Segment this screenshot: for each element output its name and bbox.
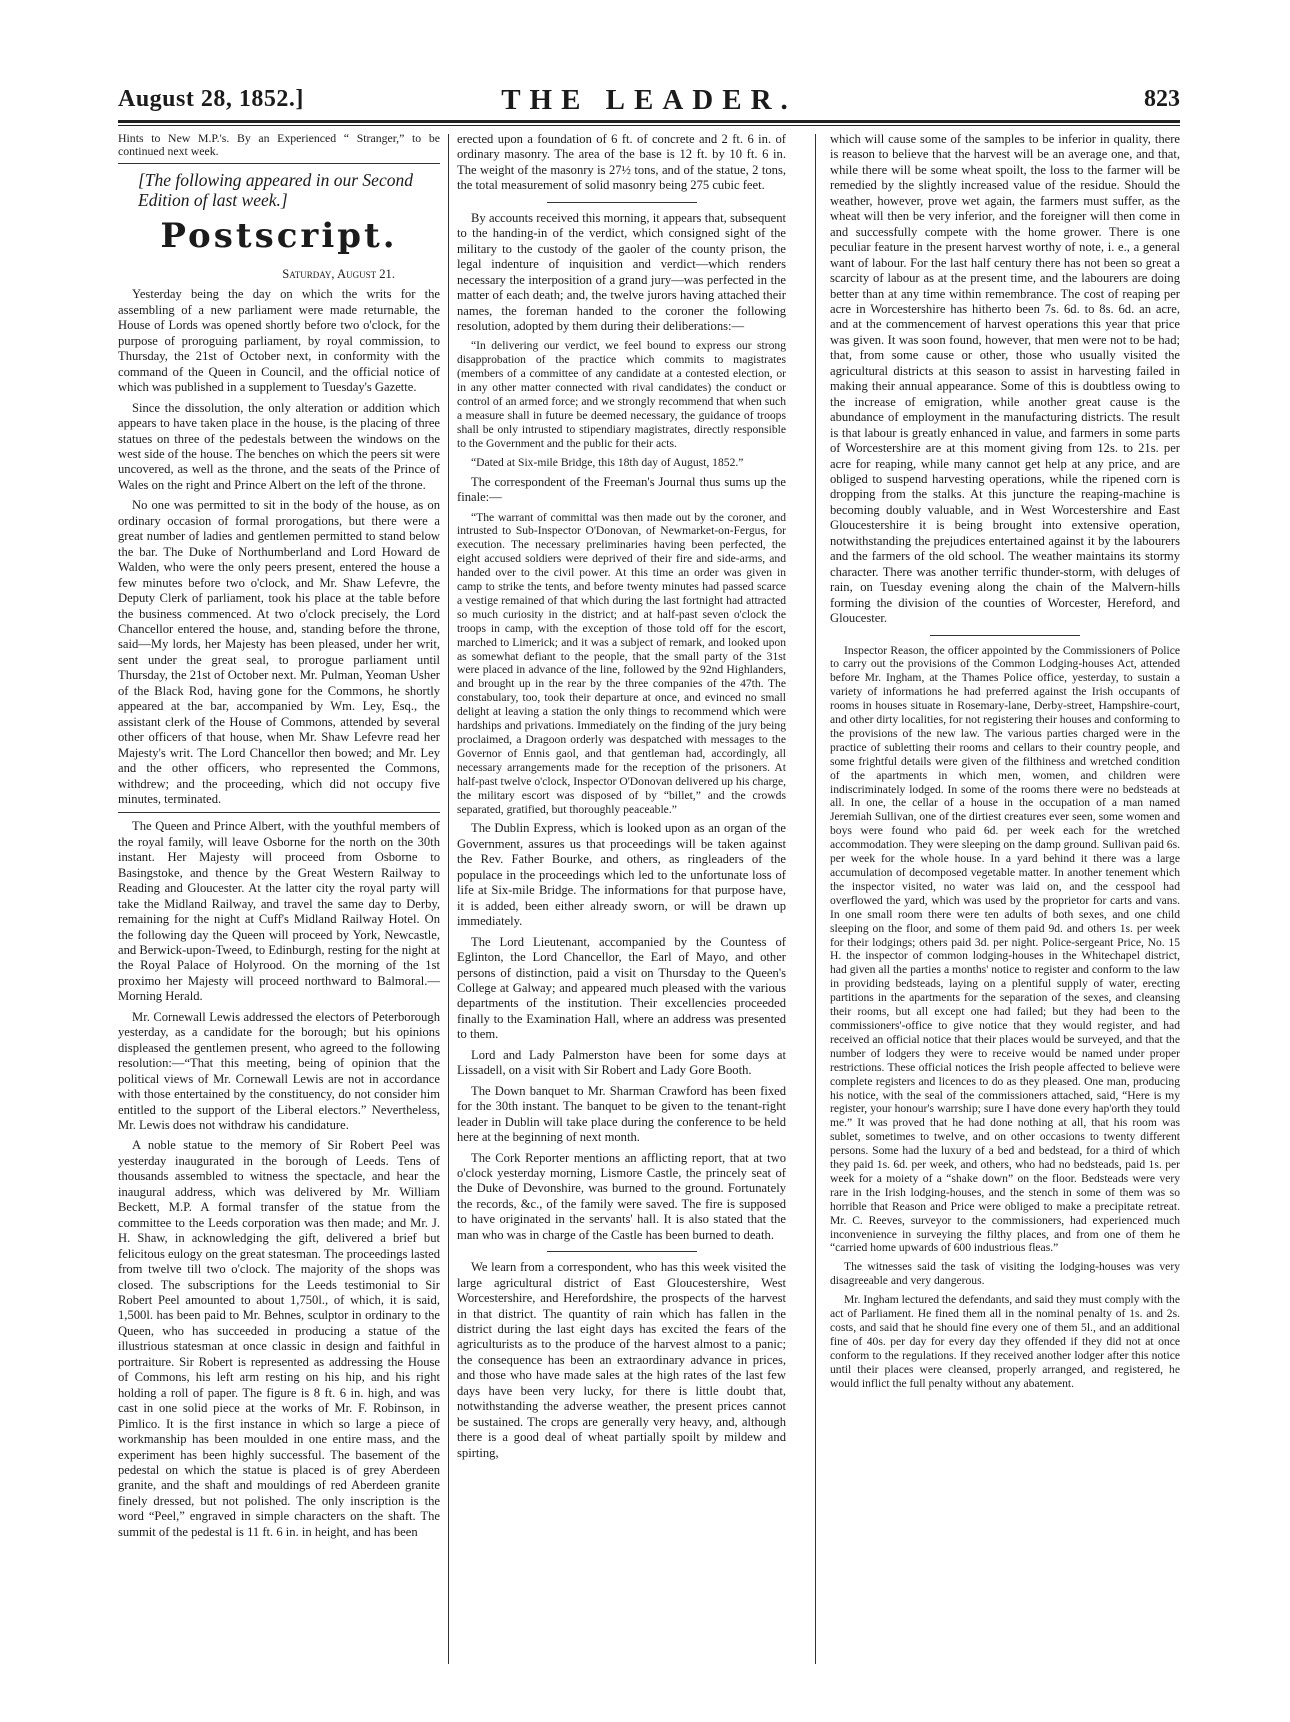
verdict-date: “Dated at Six-mile Bridge, this 18th day of August, 1852.” <box>471 455 744 469</box>
column-1 <box>118 132 440 1662</box>
dateline: Saturday, August 21. <box>282 267 395 281</box>
column-divider <box>448 134 449 1664</box>
article-paragraph: Lord and Lady Palmerston have been for some days at Lissadell, on a visit with Sir Robert and Lady Gore Booth. <box>457 1047 786 1078</box>
article-paragraph: Yesterday being the day on which the writs for the assembling of a new parliament were made returnable, the House of Lords was opened shortly before two o'clock, for the purpose of proroguing parliament, by royal commission, to Thursday, the 21st of October next, in conformity with the command of the Queen in Council, and the official notice of which was published in a supplement to Tuesday's Gazette. <box>118 287 440 395</box>
article-paragraph: No one was permitted to sit in the body of the house, as on ordinary occasion of formal prorogations, but there were a great number of ladies and gentlemen permitted to stand below the bar. The Duke of Northumberland and Lord Howard de Walden, who were the only peers present, entered the house a few minutes before two o'clock, and Mr. Shaw Lefevre, the Deputy Clerk of parliament, took his place at the table before the business commenced. At two o'clock precisely, the Lord Chancellor entered the house, and, standing before the throne, said—My lords, her Majesty has been pleased, under her writ, sent under the great seal, to prorogue parliament until Thursday, the 21st of October next. Mr. Pulman, Yeoman Usher of the Black Rod, having gone for the Commons, he shortly appeared at the bar, accompanied by Wm. Ley, Esq., the assistant clerk of the House of Commons, attended by several other officers of that house, when Mr. Shaw Lefevre read her Majesty's writ. The Lord Chancellor then bowed; and Mr. Ley and the other officers, who represented the Commons, withdrew; and the proceeding, which did not occupy five minutes, terminated. <box>118 498 440 806</box>
article-paragraph: Inspector Reason, the officer appointed by the Commissioners of Police to carry out the provisions of the Common Lodging-houses Act, attended before Mr. Ingham, at the Thames Police office, yesterday, to sustain a variety of informations he had preferred against the Irish occupants of rooms in houses situate in Rosemary-lane, Derby-street, Hampshire-court, and other dirty localities, for not registering their houses and conforming to the provisions of the new law. The various parties charged were in the practice of subletting their rooms and cellars to their country people, and some frightful details were given of the filthiness and wretched condition of the apartments in which men, women, and children were indiscriminately lodged. In some of the rooms there were no bedsteads at all. In one, the cellar of a house in the occupation of a man named Jeremiah Sullivan, one of the dirtiest creatures ever seen, some women and boys were found who paid 6d. per week each for the wretched accommodation. They were sleeping on the damp ground. Sullivan paid 6s. per week for the whole house. In a yard behind it there was a large accumulation of decomposed vegetable matter. In another tenement which the inspector visited, no water was laid on, and the cesspool had overflowed the yard, which was used by the proprietor for carts and vans. In one small room there were ten adults of both sexes, and one child sleeping on the floor, and some of them paid 9d. and others 1s. per week for their lodgings; others paid 3d. per night. Police-sergeant Price, No. 15 H. the inspector of common lodging-houses in the Whitechapel district, had given all the parties a months' notice to register and conform to the law in providing bedsteads, laying on a plentiful supply of water, erecting partitions in the apartments for the separation of the sexes, and cleansing their rooms, but all except one had failed; but they had been to the commissioners'-office to give notice that they would register, and had received an official notice that their places would be surveyed, and that the number of lodgers they were to receive would be named under proper restrictions. These official notices the Irish people affected to believe were complete registers and licences to do as they pleased. One man, producing his notice, with the seal of the commissioners attached, said, “Here is my register, your honour's warrship; sure I have done every hap'orth they tould me.” It was proved that he had done nothing at all, that his room was sublet, sometimes to twelve, and on other occasions to twenty different persons. Some had the luxury of a bed and bedstead, for a third of which they paid 1s. 6d. per week, and others, who had no bedsteads, paid 1s. per week for a moiety of a “shake down” on the floor. Bedsteads were very rare in the Irish lodging-houses, and the stench in some of them was so horrible that Reason and Price were obliged to make a precipitate retreat. Mr. C. Reeves, surveyor to the commissioners, had experienced much inconvenience in surveying the filthy places, and from one of them he “carried home upwards of 600 industrious fleas.” <box>830 643 1180 1255</box>
section-rule <box>118 812 440 813</box>
newspaper-title: THE LEADER. <box>501 84 797 116</box>
article-paragraph: The Dublin Express, which is looked upon as an organ of the Government, assures us that proceedings will be taken against the Rev. Father Bourke, and others, as ringleaders of the populace in the proceedings which led to the unfortunate loss of life at Six-mile Bridge. The informations for that purpose have, it is added, been either already sworn, or will be drawn up immediately. <box>457 821 786 929</box>
article-paragraph: We learn from a correspondent, who has this week visited the large agricultural district of East Gloucestershire, West Worcestershire, and Herefordshire, the prospects of the harvest in that district. The quantity of rain which has fallen in the district during the last eight days has excited the fears of the agriculturists as to the produce of the harvest almost to a panic; the consequence has been an extraordinary advance in prices, and those who have made sales at the high rates of the last few days have been very lucky, for there is little doubt that, notwithstanding the adverse weather, the present prices cannot be sustained. The crops are generally very heavy, and, although there is a good deal of wheat partially spoilt by mildew and spirting, <box>457 1260 786 1460</box>
article-paragraph: A noble statue to the memory of Sir Robert Peel was yesterday inaugurated in the borough of Leeds. Tens of thousands assembled to witness the spectacle, and hear the inaugural address, which was delivered by Mr. William Beckett, M.P. A formal transfer of the statue from the committee to the Leeds corporation was then made; and Mr. J. H. Shaw, in acknowledging the gift, delivered a brief but felicitous eulogy on the great statesman. The proceedings lasted from twelve till two o'clock. The majority of the shops was closed. The subscriptions for the Leeds testimonial to Sir Robert Peel amounted to about 1,750l., of which, it is said, 1,500l. has been paid to Mr. Behnes, sculptor in ordinary to the Queen, who has succeeded in producing a statue of the illustrious statesman at once classic in design and faithful in portraiture. Sir Robert is represented as addressing the House of Commons, his left arm resting on his hip, and his right holding a roll of paper. The figure is 8 ft. 6 in. high, and was cast in one solid piece at the works of Mr. F. Robinson, in Pimlico. It is the first instance in which so large a piece of workmanship has been moulded in one entire mass, and the experiment has been highly successful. The basement of the pedestal on which the statue is placed is of grey Aberdeen granite, and the shaft and mouldings of red Aberdeen granite finely dressed, but not polished. The only inscription is the word “Peel,” engraved in simple characters on the shaft. The summit of the pedestal is 11 ft. 6 in. in height, and has been <box>118 1138 440 1539</box>
masthead <box>118 86 1180 116</box>
masthead-rule-thin <box>118 125 1180 126</box>
column-divider <box>815 134 816 1664</box>
article-paragraph: By accounts received this morning, it appears that, subsequent to the handing-in of the verdict, which consigned sight of the military to the custody of the gaoler of the county prison, the legal indenture of inquisition and verdict—which renders necessary the interposition of a grand jury—was perfected in the matter of each death; and, the twelve jurors having attached their names, the foreman handed to the coroner the following resolution, adopted by them during their deliberations:— <box>457 210 786 333</box>
section-rule <box>118 163 440 164</box>
column-3 <box>830 132 1180 1662</box>
freeman-quote: “The warrant of committal was then made out by the coroner, and intrusted to Sub-Inspector O'Donovan, of Newmarket-on-Fergus, for execution. The necessary preliminaries having been perfected, the eight accused soldiers were deprived of their fire and side-arms, and handed over to the civil power. At this time an order was given in camp to strike the tents, and before twenty minutes had passed scarce a vestige remained of that which during the last fortnight had attracted so much curiosity in the district; and at half-past seven o'clock the troops in camp, with the exception of those told off for the escort, marched to Limerick; and it was a subject of remark, and looked upon as somewhat defiant to the people, that the small party of the 31st were placed in advance of the line, followed by the 92nd Highlanders, and brought up in the rear by the three companies of the 47th. The constabulary, too, took their departure at once, and evinced no small delight at leaving a station the only things to recommend which were hardships and privations. Immediately on the finding of the jury being proclaimed, a Dragoon orderly was despatched with messages to the Governor of Ennis gaol, and that gentleman had, accordingly, all necessary arrangements made for the reception of the prisoners. At half-past twelve o'clock, Inspector O'Donovan delivered up his charge, the military escort was disposed of by “billet,” and the crowds separated, gratified, but thoroughly peaceable.” <box>457 510 786 816</box>
article-paragraph: The Queen and Prince Albert, with the youthful members of the royal family, will leave Osborne for the north on the 30th instant. Her Majesty will proceed from Osborne to Basingstoke, and thence by the Great Western Railway to Reading and Gloucester. At the latter city the royal party will take the Midland Railway, and travel the same day to Derby, remaining for the night at Cuff's Midland Railway Hotel. On the following day the Queen will proceed by York, Newcastle, and Berwick-upon-Tweed, to Edinburgh, resting for the night at the Royal Palace of Holyrood. On the morning of the 1st proximo her Majesty will proceed northward to Balmoral.—Morning Herald. <box>118 819 440 1004</box>
section-rule <box>547 202 697 203</box>
article-paragraph: The Lord Lieutenant, accompanied by the Countess of Eglinton, the Lord Chancellor, the Earl of Mayo, and other persons of distinction, paid a visit on Thursday to the Queen's College at Galway; and appeared much pleased with the various departments of the institution. Their excellencies proceeded finally to the Examination Hall, where an address was presented to them. <box>457 934 786 1042</box>
issue-date: August 28, 1852.] <box>118 86 304 112</box>
article-paragraph: The Down banquet to Mr. Sharman Crawford has been fixed for the 30th instant. The banquet to be given to the tenant-right leader in Dublin will take place during the conference to be held here at the beginning of next month. <box>457 1083 786 1145</box>
section-rule <box>930 635 1080 636</box>
verdict-quote: “In delivering our verdict, we feel bound to express our strong disapprobation of the practice which commits to magistrates (members of a committee of any candidate at a contested election, or in any other matter connected with rival candidates) the conduct or control of an armed force; and we strongly recommend that when such a measure shall in future be deemed necessary, the guidance of troops shall be only intrusted to stipendiary magistrates, directly responsible to the Government and the public for their acts. <box>457 339 786 450</box>
article-paragraph: The witnesses said the task of visiting the lodging-houses was very disagreeable and very dangerous. <box>830 1260 1180 1288</box>
column-2 <box>457 132 786 1662</box>
article-paragraph: The correspondent of the Freeman's Journal thus sums up the finale:— <box>457 474 786 505</box>
second-edition-note: [The following appeared in our Second Edition of last week.] <box>138 170 413 210</box>
article-paragraph: Mr. Ingham lectured the defendants, and said they must comply with the act of Parliament. He fined them all in the nominal penalty of 1s. and 2s. costs, and said that he should fine every one of them 5l., and an additional fine of 40s. per day for every day they offended if they did not at once conform to the regulations. If they received another lodger after this notice until their places were cleansed, properly arranged, and registered, he would inflict the full penalty without any abatement. <box>830 1293 1180 1390</box>
hints-notice: Hints to New M.P.'s. By an Experienced “ Stranger,” to be continued next week. <box>118 132 440 158</box>
masthead-rule-thick <box>118 120 1180 123</box>
article-paragraph: Mr. Cornewall Lewis addressed the electors of Peterborough yesterday, as a candidate for the borough; but his opinions displeased the gentlemen present, who agreed to the following resolution:—“That this meeting, being of opinion that the political views of Mr. Cornewall Lewis are not in accordance with those entertained by the constituency, do not consider him entitled to the support of the Liberal electors.” Nevertheless, Mr. Lewis does not withdraw his candidature. <box>118 1009 440 1133</box>
page-number: 823 <box>1144 86 1180 112</box>
article-paragraph: Since the dissolution, the only alteration or addition which appears to have taken place in the house, is the placing of three statues on three of the pedestals between the windows on the west side of the house. The benches on which the peers sit were uncovered, as well as the throne, and the seats of the Prince of Wales on the right and Prince Albert on the left of the throne. <box>118 400 440 492</box>
article-paragraph: The Cork Reporter mentions an afflicting report, that at two o'clock yesterday morning, Lismore Castle, the princely seat of the Duke of Devonshire, was burned to the ground. Fortunately the records, &c., of the family were saved. The fire is supposed to have originated in the servants' hall. It is also stated that the man who was in charge of the Castle has been burned to death. <box>457 1150 786 1242</box>
section-rule <box>547 1251 697 1252</box>
postscript-heading: Postscript. <box>160 216 398 256</box>
article-paragraph: which will cause some of the samples to be inferior in quality, there is reason to believe that the harvest will be an average one, and that, while there will be some wheat spoilt, the loss to the farmer will be remedied by the slightly increased value of the residue. Should the weather, however, prove wet again, the farmers must suffer, as the wheat will then be very inferior, and the foreigner will then come in and successfully compete with the home grower. There is one peculiar feature in the present harvest worthy of note, i. e., a general want of labour. For the last half century there has not been so great a scarcity of labour as at the present time, and the labourers are doing better than at any time within remembrance. The cost of reaping per acre in Worcestershire has hitherto been 7s. 6d. to 8s. 6d. an acre, and at the commencement of harvest operations this year that price was given. It was soon found, however, that men were not to be had; that, from some cause or other, those who usually visited the agricultural districts at this season to assist in harvesting failed in making their annual appearance. Some of this is doubtless owing to the increase of emigration, while another great cause is the abundance of employment in the manufacturing districts. The result is that labour is greatly enhanced in value, and farmers in some parts of Worcestershire are at this moment giving from 12s. to 21s. per acre for reaping, while many cannot get help at any price, and are obliged to suspend harvesting operations, while the ripened corn is dropping from the stalks. At this juncture the reaping-machine is becoming doubly valuable, and in West Worcestershire and East Gloucestershire it is being brought into extensive operation, notwithstanding the prejudices entertained against it by the labourers and the farmers of the old school. The weather maintains its stormy character. There was another terrific thunder-storm, with deluges of rain, on Tuesday evening along the chain of the Malvern-hills forming the division of the counties of Worcester, Hereford, and Gloucester. <box>830 132 1180 626</box>
article-paragraph: erected upon a foundation of 6 ft. of concrete and 2 ft. 6 in. of ordinary masonry. The area of the base is 12 ft. by 10 ft. 6 in. The weight of the masonry is 27½ tons, and of the statue, 2 tons, the total measurement of solid masonry being 275 cubic feet. <box>457 132 786 193</box>
